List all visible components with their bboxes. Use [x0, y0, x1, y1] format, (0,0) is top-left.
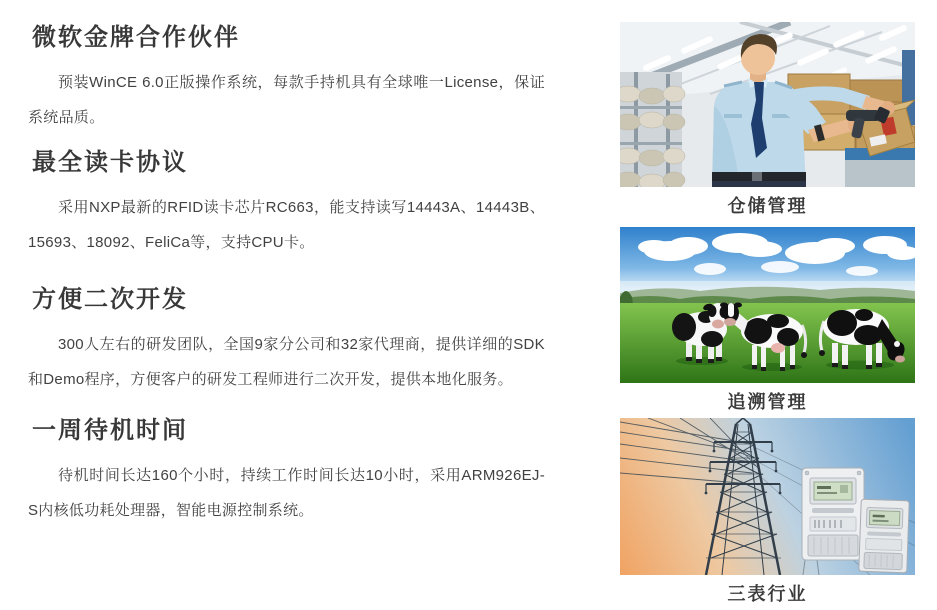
gallery-item-utility-metering	[620, 418, 915, 606]
feature-body: 预装WinCE 6.0正版操作系统，每款手持机具有全球唯一License，保证系统品质。	[28, 74, 545, 126]
feature-title: 微软金牌合作伙伴	[32, 24, 240, 51]
feature-body: 300人左右的研发团队，全国9家分公司和32家代理商，提供详细的SDK和Demo程序，方便客户的研发工程师进行二次开发，提供本地化服务。	[28, 336, 545, 388]
photo-caption-metering: 三表行业	[727, 584, 808, 604]
feature-title: 一周待机时间	[32, 417, 188, 444]
storage-rack	[620, 72, 685, 187]
power-tower-photo	[620, 418, 915, 575]
feature-body: 采用NXP最新的RFID读卡芯片RC663，能支持读写14443A、14443B、15693、18092、FeliCa等，支持CPU卡。	[28, 199, 545, 251]
meter-lcd-screen	[869, 510, 899, 525]
electric-meter-small	[859, 499, 909, 573]
feature-title: 方便二次开发	[32, 286, 188, 313]
electric-meter-large	[802, 468, 864, 560]
feature-title: 最全读卡协议	[32, 149, 188, 176]
feature-section-secondary-development	[28, 286, 573, 397]
dairy-cows-photo	[620, 227, 915, 383]
power-grid-illustration	[620, 418, 915, 575]
gallery-item-warehouse	[620, 22, 915, 218]
warehouse-illustration	[620, 22, 915, 187]
pasture-illustration	[620, 227, 915, 383]
feature-section-card-protocols	[28, 149, 573, 260]
photo-caption-warehouse: 仓储管理	[727, 196, 808, 216]
feature-body: 待机时间长达160个小时，持续工作时间长达10小时，采用ARM926EJ-S内核低功耗处理器，智能电源控制系统。	[28, 467, 545, 519]
gallery-item-traceability	[620, 227, 915, 414]
warehouse-scanning-photo	[620, 22, 915, 187]
photo-caption-traceability: 追溯管理	[727, 392, 808, 412]
feature-section-standby-time	[28, 417, 573, 528]
feature-section-microsoft-partner	[28, 24, 573, 135]
